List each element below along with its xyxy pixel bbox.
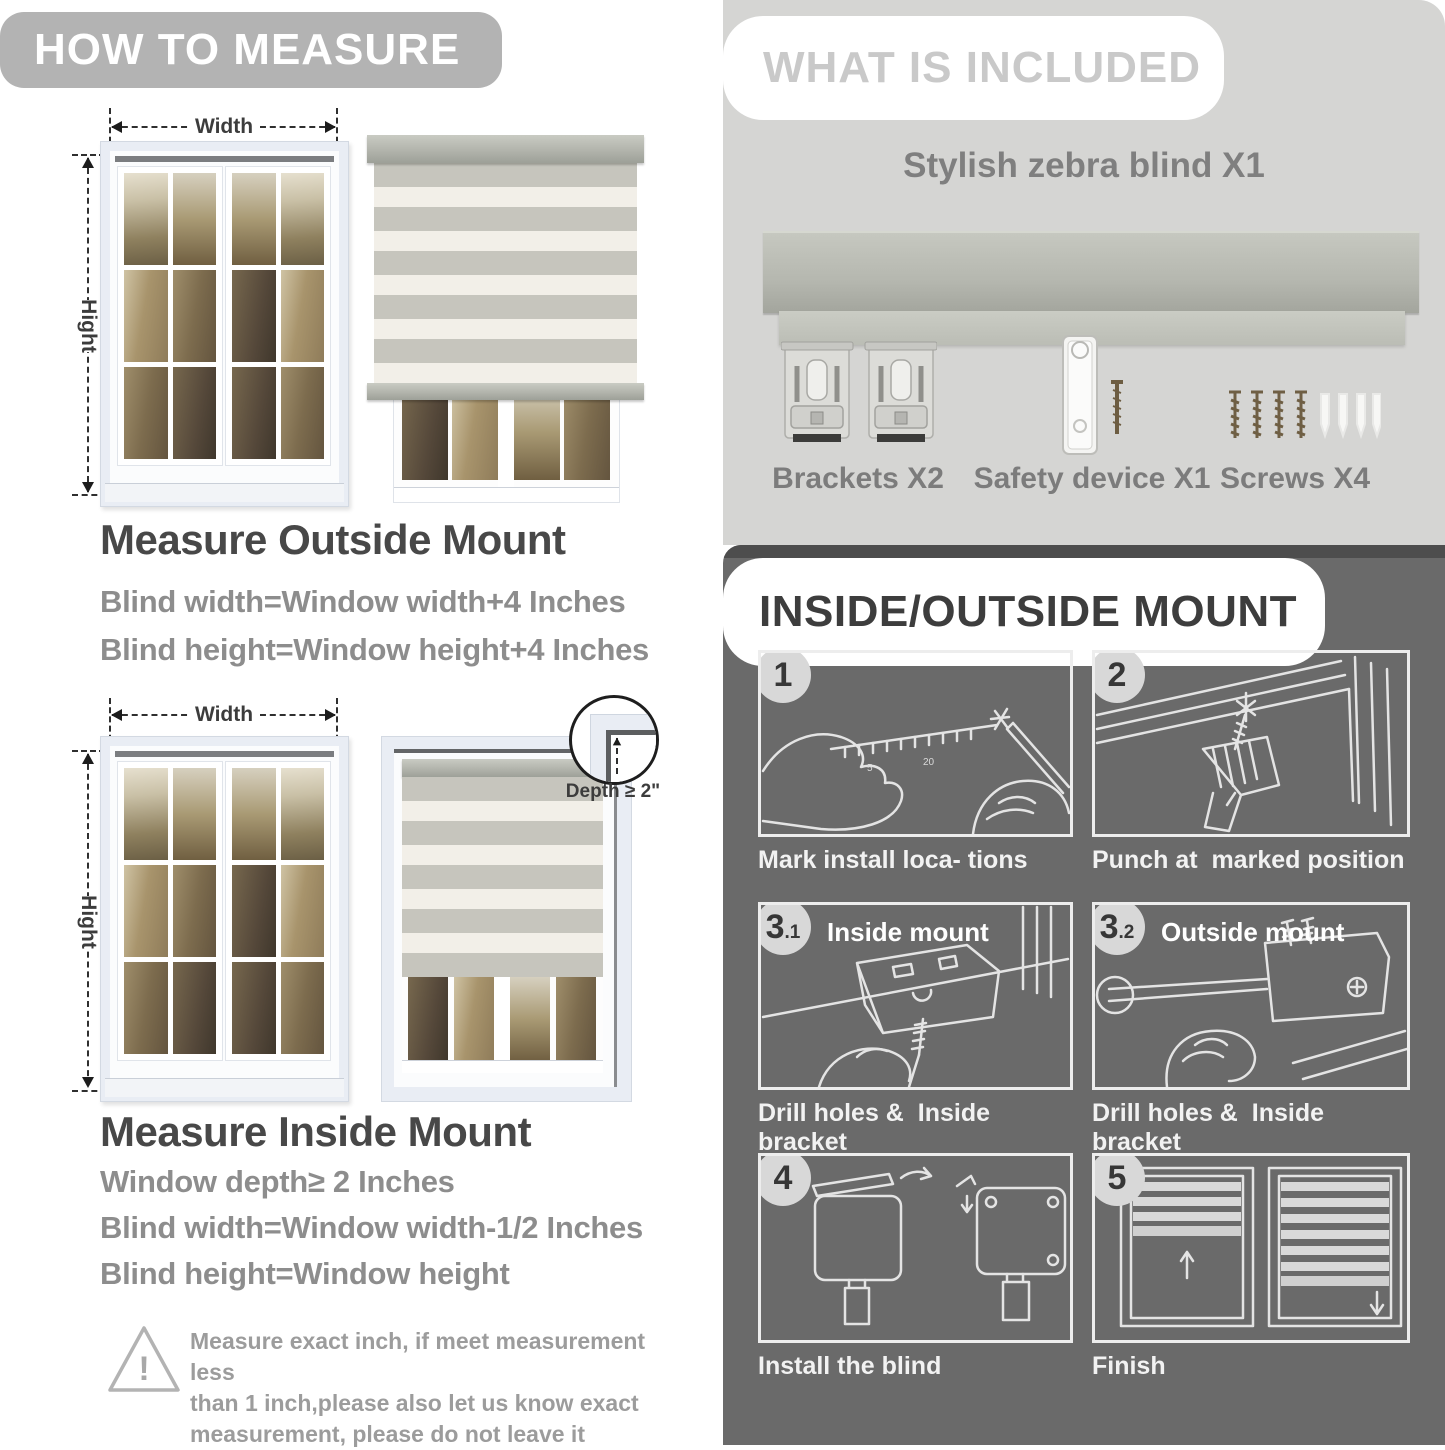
depth-label: Depth ≥ 2"	[565, 781, 661, 802]
mount-panel	[723, 545, 1445, 1445]
depth-detail-circle	[569, 695, 659, 785]
step-number-badge: 3 .2	[1092, 902, 1145, 955]
step-caption: Punch at marked position	[1092, 846, 1405, 874]
svg-text:!: !	[138, 1350, 150, 1388]
outside-mount-title: Measure Outside Mount	[100, 516, 566, 563]
warning-text: Measure exact inch, if meet measurement less than 1 inch,please also let us know exact measurement, please do not leave it	[190, 1328, 646, 1447]
inside-mount-line2: Blind width=Window width-1/2 Inches	[100, 1210, 643, 1245]
step-caption: Drill holes & Inside bracket	[758, 1099, 997, 1156]
step-number-badge: 5	[1092, 1153, 1145, 1206]
screws-label: Screws X4	[1219, 462, 1371, 495]
window-sash-left	[117, 166, 223, 466]
inside-mount-line1: Window depth≥ 2 Inches	[100, 1164, 455, 1199]
width-label: Width	[188, 112, 260, 142]
product-title: Stylish zebra blind X1	[903, 146, 1265, 185]
step-title: Inside mount	[827, 917, 989, 947]
window-lintel-shadow	[115, 156, 334, 162]
height-arrow-head-bottom	[82, 482, 94, 493]
window-illustration-inside	[100, 736, 349, 1102]
mount-panel-top-strip	[723, 545, 1445, 558]
step-number-badge: 3 .1	[758, 902, 811, 955]
width-arrow-head-right	[325, 121, 336, 133]
brackets-image	[781, 340, 937, 448]
height2-arrow-head-bottom	[82, 1077, 94, 1088]
window-behind-blind	[402, 977, 603, 1073]
step-5	[1092, 1153, 1410, 1381]
window-lintel-shadow	[115, 751, 334, 757]
width2-label: Width	[188, 700, 260, 730]
safety-device-image	[1055, 334, 1131, 460]
blind-headrail	[402, 759, 603, 777]
outside-mount-line1: Blind width=Window width+4 Inches	[100, 584, 626, 619]
window-sill	[105, 483, 344, 502]
included-panel	[723, 0, 1445, 545]
height-arrow-head-top	[82, 157, 94, 168]
step-title: Outside mount	[1161, 917, 1345, 947]
width-arrow-head-left	[111, 121, 122, 133]
step-number-badge: 2	[1092, 650, 1145, 703]
blind-fabric	[402, 777, 603, 977]
safety-device-label: Safety device X1	[973, 462, 1211, 495]
what-is-included-title: WHAT IS INCLUDED	[763, 43, 1202, 92]
step-caption: Mark install loca- tions	[758, 846, 1028, 874]
warning-triangle-icon	[106, 1322, 182, 1398]
height2-arrow-head-top	[82, 753, 94, 764]
svg-text:5: 5	[867, 763, 873, 774]
inside-mount-title: Measure Inside Mount	[100, 1108, 532, 1155]
blind-headrail	[367, 135, 644, 163]
step-4	[758, 1153, 1073, 1381]
brackets-label: Brackets X2	[772, 462, 944, 495]
step-2	[1092, 650, 1410, 875]
height2-label: Hight	[62, 896, 114, 948]
svg-text:20: 20	[923, 757, 935, 768]
height-label: Hight	[62, 300, 114, 352]
blind-fabric	[374, 163, 637, 383]
zebra-blind-headrail-image	[763, 231, 1419, 313]
how-to-measure-title: HOW TO MEASURE	[34, 25, 461, 74]
step-number-badge: 1	[758, 650, 811, 703]
window-sash-right	[225, 761, 331, 1061]
how-to-measure-banner	[0, 12, 502, 88]
window-sash-left	[117, 761, 223, 1061]
width2-arrow-head-right	[325, 709, 336, 721]
outside-mount-line2: Blind height=Window height+4 Inches	[100, 632, 649, 667]
step-1	[758, 650, 1073, 875]
step-3-1	[758, 902, 1073, 1157]
blind-bottomrail	[367, 383, 644, 400]
width2-arrow-head-left	[111, 709, 122, 721]
window-sash-right	[225, 166, 331, 466]
step-caption: Drill holes & Inside bracket	[1092, 1099, 1331, 1156]
window-illustration-outside	[100, 141, 349, 507]
mount-title: INSIDE/OUTSIDE MOUNT	[759, 587, 1298, 636]
screws-image	[1221, 386, 1381, 446]
what-is-included-banner	[723, 16, 1224, 120]
inside-mount-line3: Blind height=Window height	[100, 1256, 510, 1291]
step-3-2	[1092, 902, 1410, 1157]
step-number-badge: 4	[758, 1153, 811, 1206]
step-caption: Finish	[1092, 1352, 1166, 1380]
blind-illustration-outside	[367, 135, 644, 505]
window-sill	[105, 1078, 344, 1097]
step-caption: Install the blind	[758, 1352, 942, 1380]
